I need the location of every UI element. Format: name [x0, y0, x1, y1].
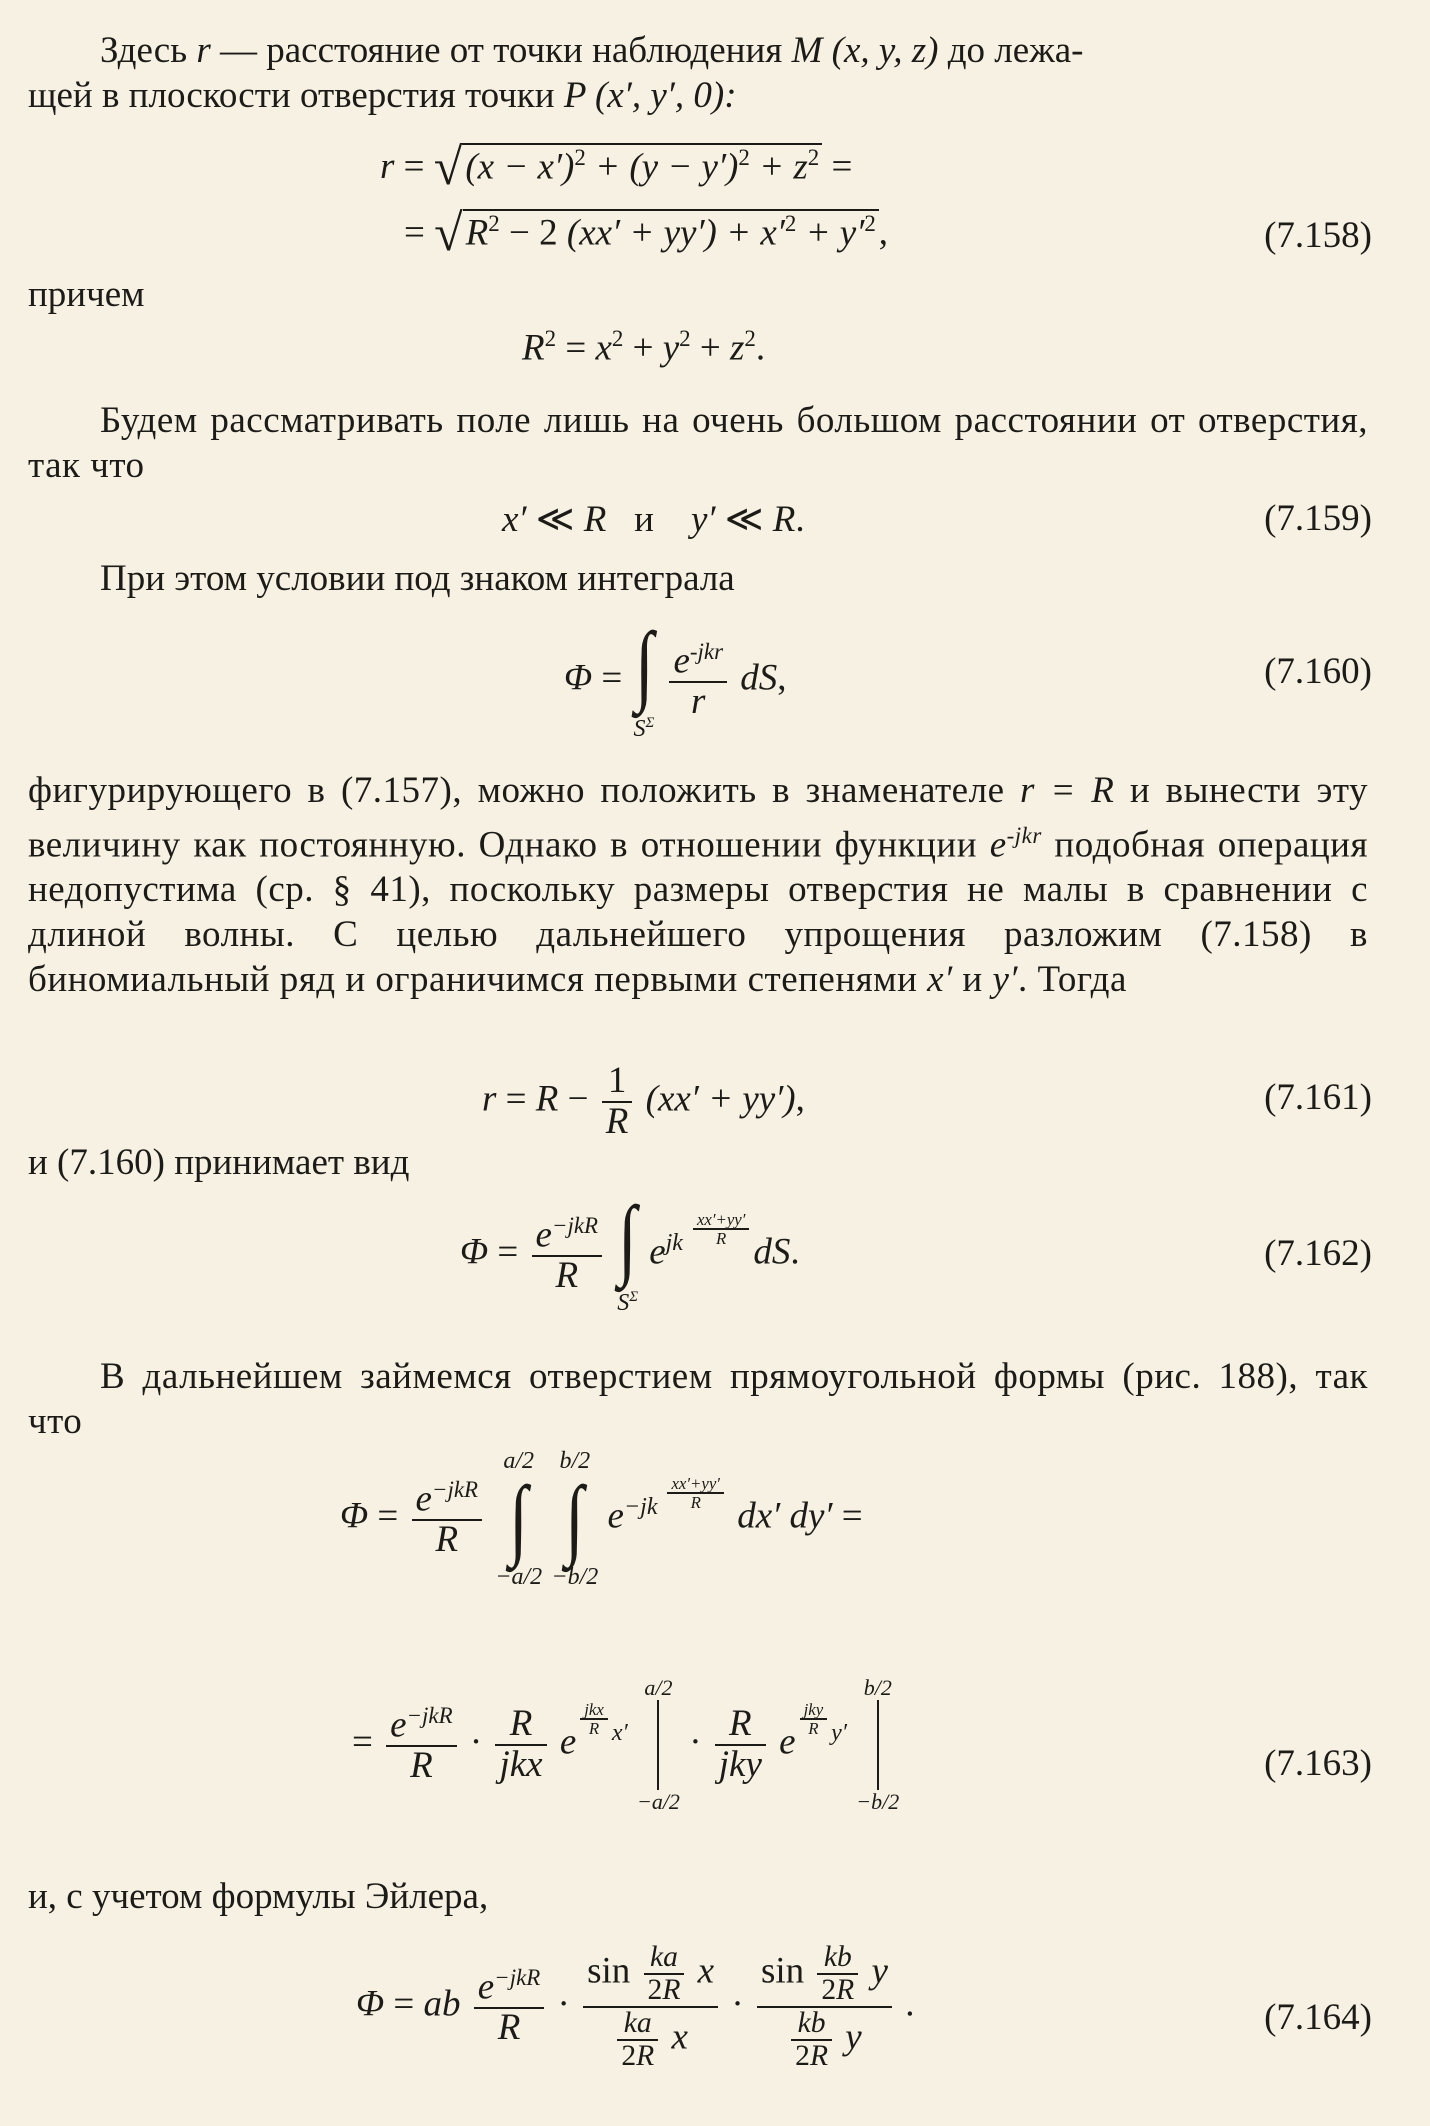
equation-R-squared: $R^2 = x^2 + y^2 + z^2$. [522, 326, 766, 369]
text: щей в плоскости отверстия точки [28, 75, 564, 116]
equation-number: (7.164) [1264, 1997, 1372, 2038]
equation-7-158-line-2: = $√R^2 - 2$ $(xx' + yy') + x'^2 + y'^2$, [404, 205, 889, 262]
paragraph-6: В дальнейшем займемся отверстием прямоугольной формы (рис. 188), так что [28, 1356, 1368, 1442]
paragraph-1-line-2 [28, 73, 737, 118]
equation-number: (7.163) [1264, 1743, 1372, 1784]
symbol-r: r [196, 30, 211, 71]
equation-7-161: r = R − $\frac{1}{R}$ (xx′ + yy′), [482, 1060, 805, 1142]
text: . Тогда [1018, 959, 1127, 1001]
equation-number: (7.159) [1264, 498, 1372, 539]
text: фигурирующего в (7.157), можно положить в знаменателе [28, 770, 1020, 811]
equation-7-162: Φ = $\frac{e^{-jkR}}{R}$ ∫ $S^\Sigma$ $e^{jk \frac{xx'+yy'}{R}}$ dS. [460, 1189, 800, 1316]
symbol-y-prime: y′ [992, 959, 1019, 1001]
symbol-e: e [989, 824, 1007, 866]
text: до лежа- [938, 30, 1084, 71]
paragraph-prichem: причем [28, 274, 145, 315]
text: подобная операция недопустима (ср. § 41), поскольку размеры отверстия не малы в сравнении с длиной волны. С целью дальнейшего упрощения разложим (7.158) в биномиальный ряд и ограничимся первыми степенями [28, 824, 1368, 1001]
equation-number: (7.161) [1264, 1077, 1372, 1118]
paragraph-5: и (7.160) принимает вид [28, 1142, 410, 1183]
symbol-x-prime: x′ [927, 959, 953, 1001]
exponent: -jkr [1006, 823, 1042, 848]
equation-7-164: Φ = ab $\frac{e^{-jkR}}{R}$ · sin $\frac{ka}{2R}$ x $\frac{ka}{2R}$ x · sin $\frac{kb}{2R}$ y $\frac{kb}{2R}$ y . [356, 1941, 915, 2073]
text: и вынести эту величину как постоянную. Однако в отношении функции [28, 770, 1369, 866]
text: и [952, 959, 993, 1001]
equation-number: (7.162) [1264, 1233, 1372, 1274]
formula-r-eq-R: r = R [1019, 770, 1115, 811]
paragraph-2: Будем рассматривать поле лишь на очень большом расстоянии от отверстия, так что [28, 400, 1368, 486]
text: Здесь [100, 30, 197, 71]
equation-7-158-line-1: $r = √(x - x')^2 + (y - y')^2 + z^2$ = [380, 139, 853, 196]
paragraph-7: и, с учетом формулы Эйлера, [28, 1876, 489, 1917]
equation-7-160: Φ = ∫ $S^\Sigma$ $\frac{e^{-jkr}}{r}$ dS, [564, 615, 787, 742]
equation-number: (7.160) [1264, 651, 1372, 692]
paragraph-4 [28, 768, 1368, 1002]
paragraph-3: При этом условии под знаком интеграла [100, 558, 735, 599]
text: — расстояние от точки наблюдения [210, 30, 792, 71]
equation-7-163-line-2: = $\frac{e^{-jkR}}{R}$ · $\frac{R}{\text{jkx}}$ e $^{\frac{\text{jkx}}{R} x'}$ a/2 −a/2 · $\frac{R}{\text{jky}}$ e $^{\frac{\text{jky}}{R} y'}$ b/2 −b/2 [352, 1675, 900, 1814]
point-M: M (x, y, z) [791, 30, 939, 71]
equation-number: (7.158) [1264, 215, 1372, 256]
equation-7-159: x′ ≪ R и y′ ≪ R. [502, 499, 805, 540]
equation-7-163-line-1: Φ = $\frac{e^{-jkR}}{R}$ a/2 ∫ −a/2 b/2 ∫ −b/2 $e^{-jk \frac{xx'+yy'}{R}}$ dx′ dy′ = [340, 1448, 863, 1590]
point-P: P (x′, y′, 0): [563, 75, 737, 116]
paragraph-1-line-1 [100, 28, 1084, 73]
